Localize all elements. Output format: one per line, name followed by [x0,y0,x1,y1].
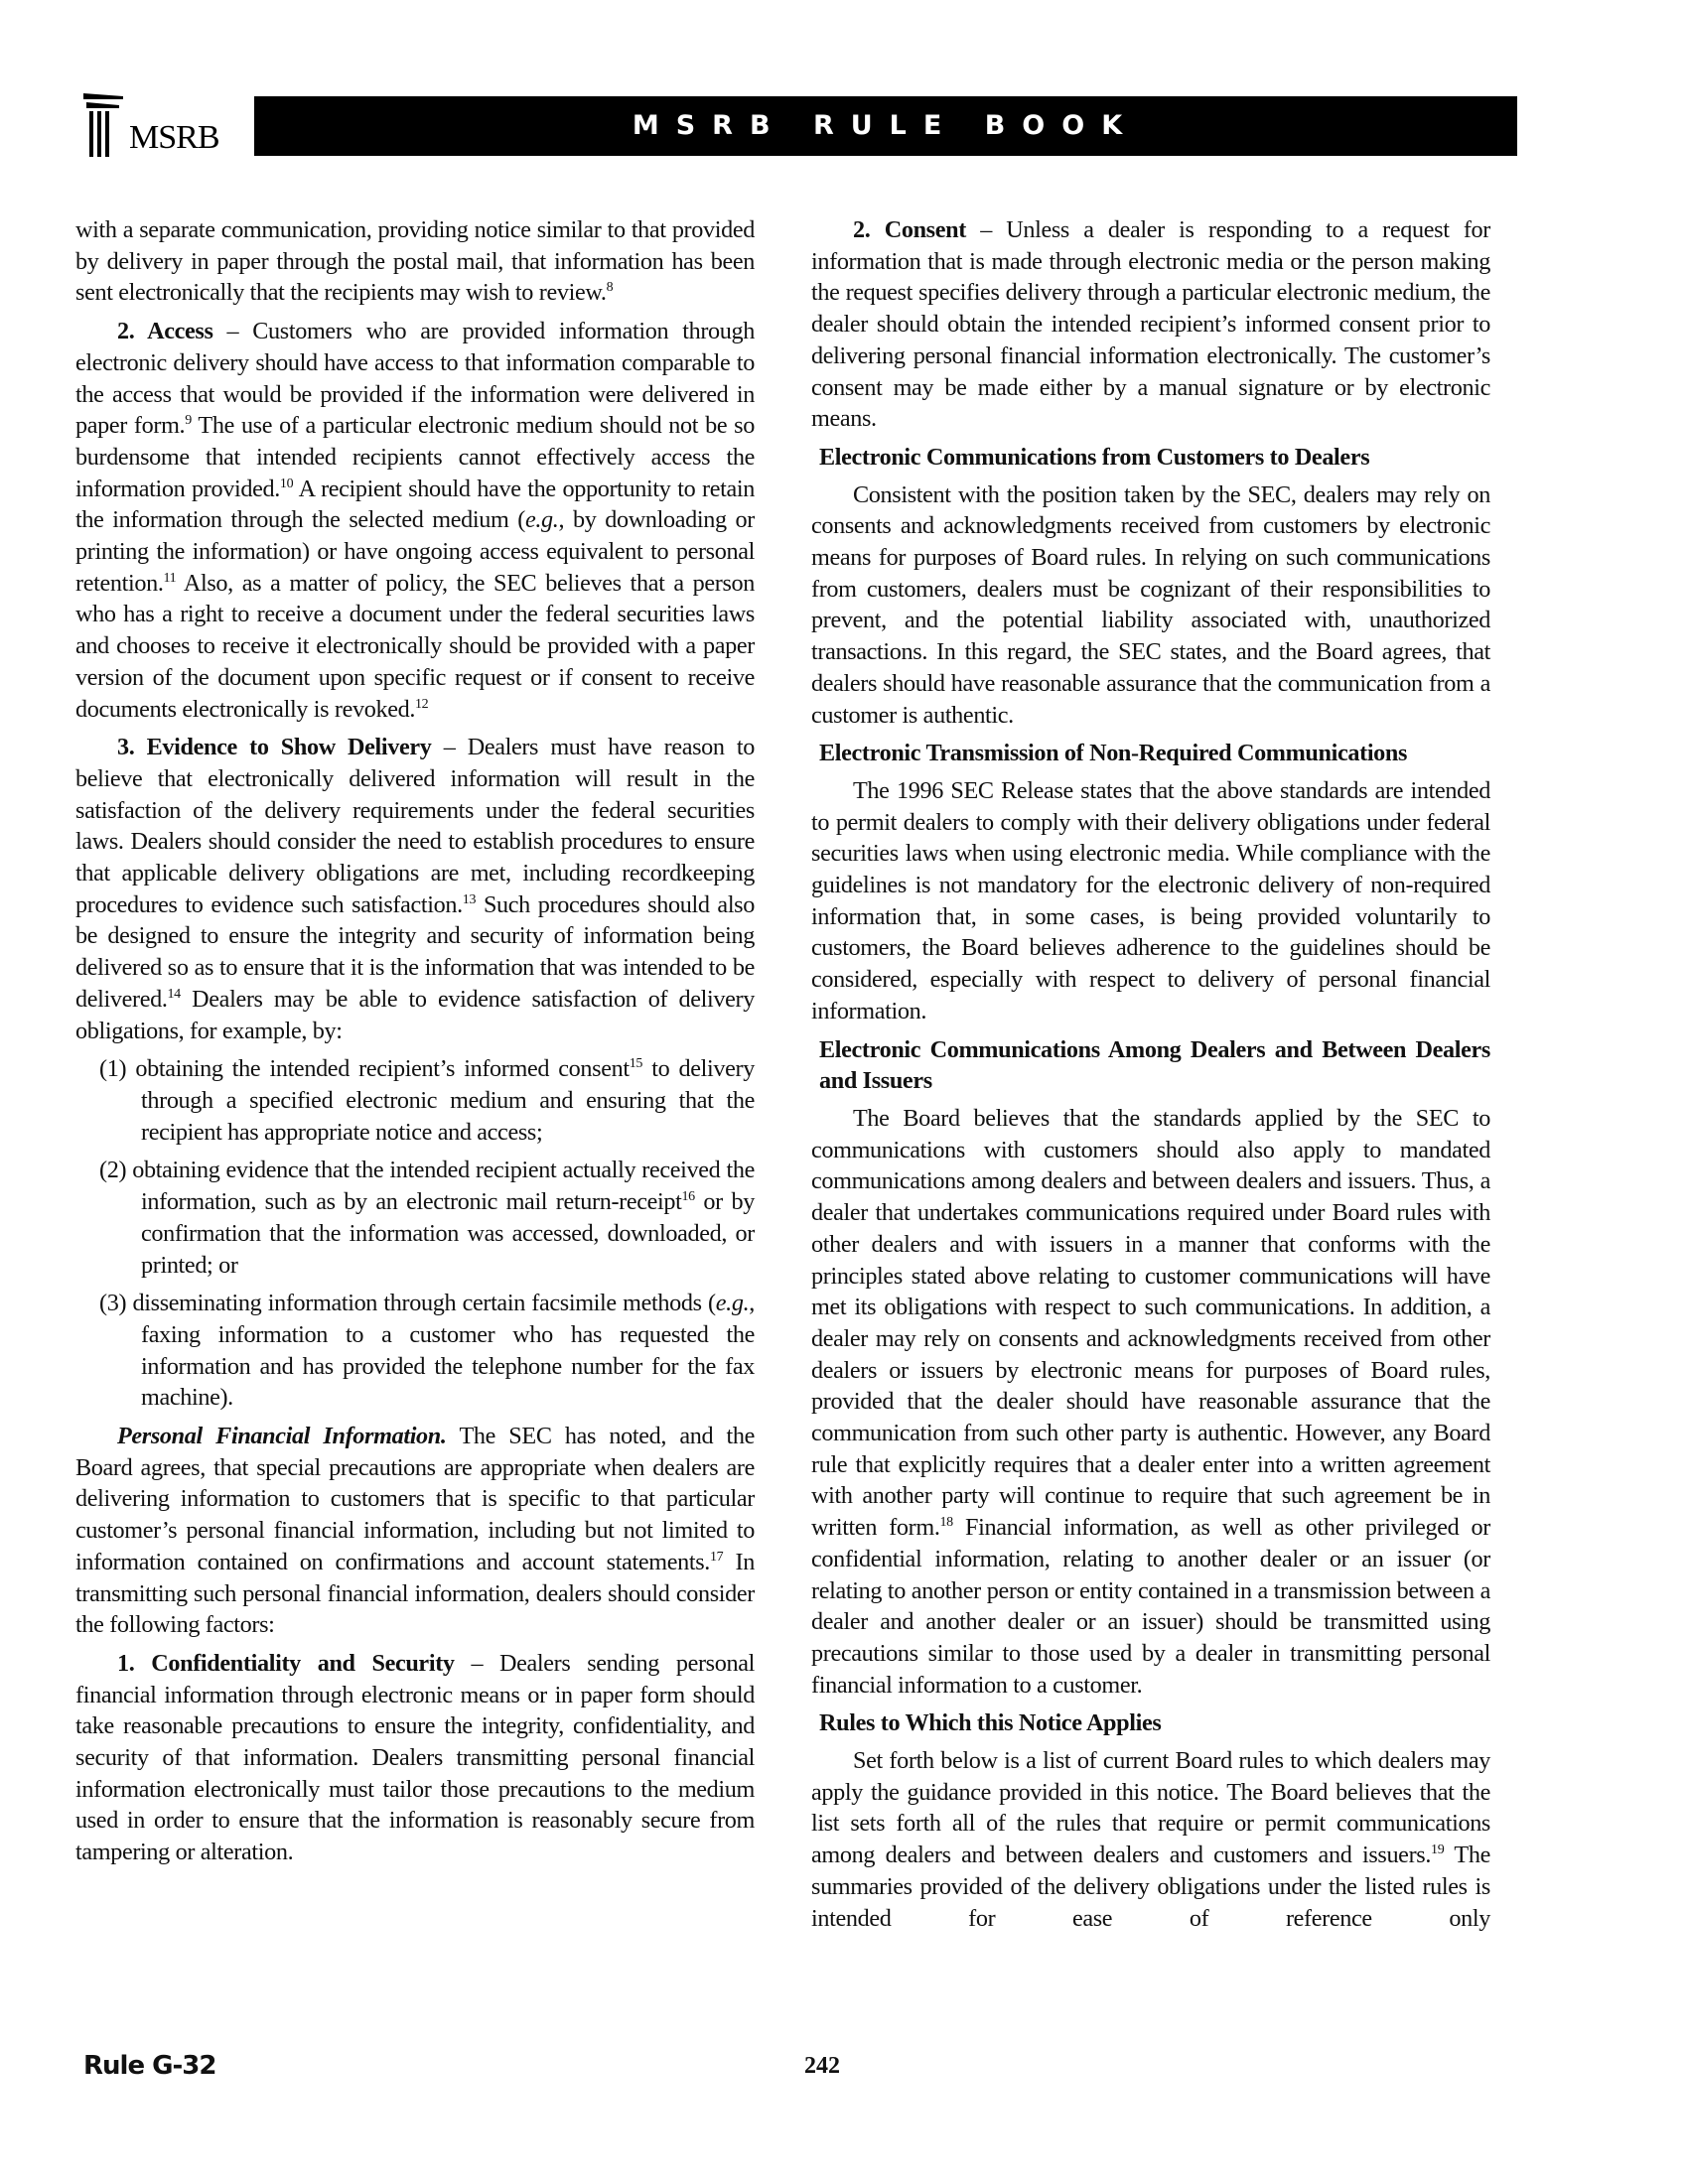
footnote-ref: 12 [415,696,429,712]
text-run: e.g. [715,1290,750,1317]
text-run: The 1996 SEC Release states that the above standards are intended to permit dealers to comply with their delivery obligations under federal securities laws when using electronic media. While compliance with the guidelines is not mandatory for the electronic delivery of non-required information that, in some cases, is being provided voluntarily to customers, the Board believes adherence to the guidelines should be considered, especially with respect to delivery of personal financial information. [811,776,1490,1024]
paragraph [75,1648,755,1868]
text-run: The use of a particular electronic medium should not be so burdensome that intended recipients cannot effectively access the information provided. [75,412,755,502]
paragraph [811,1103,1490,1701]
text-run: 2. Access [117,318,213,345]
paragraph [75,1421,755,1641]
footnote-ref: 18 [939,1515,953,1531]
paragraph [811,214,1490,435]
column-icon [83,93,129,159]
text-run: , by downloading or printing the information) or have ongoing access equivalent to personal retention. [75,506,755,597]
paragraph [811,479,1490,732]
list-item [99,1288,755,1414]
footnote-ref: 9 [185,413,192,429]
text-run: to delivery through a specified electronic medium and ensuring that the recipient has appropriate notice and access; [141,1055,755,1146]
text-run: 3. Evidence to Show Delivery [117,734,432,761]
footnote-ref: 13 [462,891,477,907]
rule-book-banner: MSRB RULE BOOK [254,96,1517,156]
paragraph [75,732,755,1046]
text-run: Electronic Transmission of Non-Required Communications [819,740,1408,767]
text-run: , faxing information to a customer who has requested the information and has provided the telephone number for the fax machine). [141,1290,755,1412]
paragraph [811,775,1490,1027]
footer-rule-label: Rule G-32 [83,2051,216,2081]
footnote-ref: 14 [167,986,181,1002]
footnote-ref: 19 [1431,1843,1445,1858]
paragraph [75,316,755,725]
text-run: Set forth below is a list of current Board rules to which dealers may apply the guidance provided in this notice. The Board believes that the list sets forth all of the rules that require or permit communications among dealers and between dealers and customers and issuers. [811,1747,1490,1869]
section-heading [819,442,1490,474]
section-heading [819,1707,1490,1739]
text-run: Rules to Which this Notice Applies [819,1709,1162,1737]
paragraph [811,1745,1490,1934]
footnote-ref: 11 [163,570,177,586]
text-run: Electronic Communications from Customers to Dealers [819,443,1370,471]
logo-text: MSRB [129,119,219,156]
text-run: 2. Consent [853,216,966,243]
text-run: Also, as a matter of policy, the SEC believes that a person who has a right to receive a document under the federal securities laws and chooses to receive it electronically should be provided with a paper version of the document upon specific request or if consent to receive documents electronically is revoked. [75,569,755,723]
text-run: Financial information, as well as other privileged or confidential information, relating to another dealer or an issuer (or relating to another person or entity contained in a transmission between a dealer and another dealer or an issuer) should be transmitted using precautions similar to those used by a dealer in transmitting personal financial information to a customer. [811,1514,1490,1699]
section-heading [819,1034,1490,1097]
text-run: – Unless a dealer is responding to a request for information that is made through electronic media or the person making the request specifies delivery through a particular electronic medium, the dealer should obtain the intended recipient’s informed consent prior to delivering personal financial information electronically. The customer’s consent may be made either by a manual signature or by electronic means. [811,216,1490,433]
text-run: – Customers who are provided information through electronic delivery should have access to that information comparable to the access that would be provided if the information were delivered in paper form. [75,318,756,440]
footnote-ref: 8 [606,280,614,296]
footnote-ref: 16 [681,1189,695,1205]
page-number: 242 [804,2053,840,2079]
text-run: The SEC has noted, and the Board agrees, that special precautions are appropriate when dealers are delivering information to customers that is specific to that particular customer’s personal financial information, including but not limited to information contained on confirmations and account statements. [75,1423,755,1575]
text-run: The Board believes that the standards applied by the SEC to communications with customers should also apply to mandated communications among dealers and between dealers and issuers. Thus, a dealer that undertakes communications required under Board rules with other dealers and with issuers in a manner that conforms with the principles stated above relating to customer communications will have met its obligations with respect to such communications. In addition, a dealer may rely on consents and acknowledgments received from other dealers or issuers by electronic means for purposes of Board rules, provided that the dealer should have reasonable assurance that the communication from such other party is authentic. However, any Board rule that explicitly requires that a dealer enter into a written agreement with another party will continue to require that such agreement be in written form. [811,1104,1490,1542]
text-run: (1) obtaining the intended recipient’s informed consent [99,1055,630,1083]
paragraph [75,214,755,309]
text-run: Personal Financial Information. [117,1423,447,1450]
text-run: (3) disseminating information through certain facsimile methods ( [99,1290,716,1317]
msrb-logo [83,93,232,159]
text-run: Dealers may be able to evidence satisfaction of delivery obligations, for example, by: [75,985,755,1044]
section-heading [819,738,1490,769]
footnote-ref: 10 [279,476,294,491]
text-run: A recipient should have the opportunity to retain the information through the selected medium ( [75,475,755,534]
text-run: – Dealers sending personal financial information through electronic means or in paper form should take reasonable precautions to ensure the integrity, confidentiality, and security of that information. Dealers transmitting personal financial information electronically must tailor those precautions to the medium used in order to ensure that the information is reasonably secure from tampering or alteration. [75,1649,755,1866]
text-run: 1. Confidentiality and Security [117,1649,455,1677]
text-run: (2) obtaining evidence that the intended recipient actually received the information, such as by an electronic mail return-receipt [99,1157,755,1216]
text-run: with a separate communication, providing notice similar to that provided by delivery in paper through the postal mail, that information has been sent electronically that the recipients may wish to review. [75,216,755,307]
footnote-ref: 17 [709,1549,724,1565]
text-run: – Dealers must have reason to believe that electronically delivered information will result in the satisfaction of the delivery requirements under the federal securities laws. Dealers should consider the need to establish procedures to ensure that applicable delivery obligations are met, including recordkeeping procedures to evidence such satisfaction. [75,734,755,918]
right-column [811,214,1490,1941]
text-run: Electronic Communications Among Dealers and Between Dealers and Issuers [819,1035,1490,1095]
text-run: Such procedures should also be designed to ensure the integrity and security of information being delivered so as to ensure that it is the information that was intended to be delivered. [75,890,755,1013]
footnote-ref: 15 [629,1056,643,1072]
text-run: In transmitting such personal financial information, dealers should consider the following factors: [75,1548,755,1639]
text-run: e.g. [524,506,559,534]
list-item [99,1053,755,1148]
list-item [99,1155,755,1281]
text-run: Consistent with the position taken by the SEC, dealers may rely on consents and acknowledgments received from customers by electronic means for purposes of Board rules. In relying on such communications from customers, dealers must be cognizant of their responsibilities to prevent, and the potential liability associated with, unauthorized transactions. In this regard, the SEC states, and the Board agrees, that dealers should have reasonable assurance that the communication from a customer is authentic. [811,480,1490,729]
left-column [75,214,755,1875]
text-run: The summaries provided of the delivery obligations under the listed rules is intended for ease of reference only [811,1842,1490,1932]
text-run: or by confirmation that the information was accessed, downloaded, or printed; or [141,1188,755,1279]
